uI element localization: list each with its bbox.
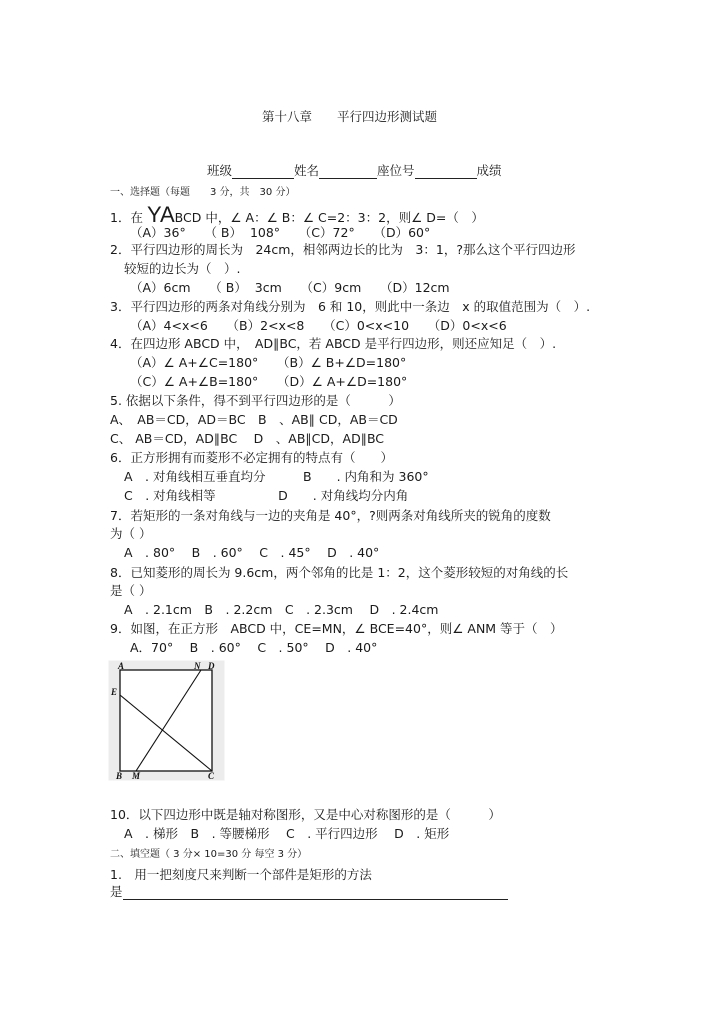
name-label: 姓名 <box>293 163 319 178</box>
q8-options: A . 2.1cm B . 2.2cm C . 2.3cm D . 2.4cm <box>124 602 439 617</box>
q1-number: 1．在 <box>110 210 143 225</box>
q4-options-1: （A）∠ A+∠C=180° （B）∠ B+∠D=180° <box>130 355 407 370</box>
q1-text: BCD 中，∠ A：∠ B：∠ C=2：3：2，则∠ D=（ ） <box>174 210 484 225</box>
square-figure <box>108 660 226 782</box>
label-e: E <box>111 687 118 697</box>
q4-line-1: 4．在四边形 ABCD 中， AD∥BC，若 ABCD 是平行四边形，则还应知足（ ）. <box>110 336 557 351</box>
q7-line-2: 为（ ） <box>110 526 152 541</box>
f1-line-1: 1. 用一把刻度尺来判断一个部件是矩形的方法 <box>110 867 372 882</box>
f1-answer-blank[interactable] <box>123 886 508 900</box>
q9-line-1: 9．如图，在正方形 ABCD 中，CE=MN，∠ BCE=40°，则∠ ANM 等于（ ） <box>110 621 563 636</box>
q6-options-1: A . 对角线相互垂直均分 B . 内角和为 360° <box>124 469 429 484</box>
seat-blank[interactable] <box>415 165 477 179</box>
q4-options-2: （C）∠ A+∠B=180° （D）∠ A+∠D=180° <box>130 374 408 389</box>
student-info-line <box>199 147 502 179</box>
q3-options: （A）4<x<6 （B）2<x<8 （C）0<x<10 （D）0<x<6 <box>130 318 507 333</box>
question-1 <box>110 202 484 227</box>
q9-options: A．70° B . 60° C . 50° D . 40° <box>130 640 378 655</box>
label-n: N <box>194 661 201 671</box>
name-blank[interactable] <box>319 165 377 179</box>
f1-prefix: 是 <box>110 884 123 899</box>
section-choice-heading: 一、选择题（每题 3 分，共 30 分） <box>110 187 296 198</box>
section-fill-heading: 二、填空题（ 3 分× 10=30 分 每空 3 分） <box>110 849 308 860</box>
label-d: D <box>208 661 215 671</box>
page-title: 第十八章 平行四边形测试题 <box>262 109 438 124</box>
q8-line-1: 8．已知菱形的周长为 9.6cm，两个邻角的比是 1：2，这个菱形较短的对角线的长 <box>110 565 569 580</box>
q3-line-1: 3．平行四边形的两条对角线分别为 6 和 10，则此中一条边 x 的取值范围为（ ）. <box>110 299 591 314</box>
f1-line-2 <box>110 884 508 900</box>
seat-label: 座位号 <box>376 163 415 178</box>
q10-line-1: 10．以下四边形中既是轴对称图形，又是中心对称图形的是（ ） <box>110 807 501 822</box>
class-label: 班级 <box>206 163 232 178</box>
q6-options-2: C . 对角线相等 D . 对角线均分内角 <box>124 488 409 503</box>
q5-options-1: A、 AB＝CD，AD＝BC B 、AB∥ CD，AB＝CD <box>110 412 398 427</box>
label-m: M <box>132 771 141 781</box>
label-c: C <box>208 771 215 781</box>
q1-options: （A）36° （ B） 108° （C）72° （D）60° <box>130 225 431 240</box>
q7-line-1: 7．若矩形的一条对角线与一边的夹角是 40°，?则两条对角线所夹的锐角的度数 <box>110 508 551 523</box>
q5-options-2: C、 AB＝CD，AD∥BC D 、AB∥CD，AD∥BC <box>110 431 385 446</box>
label-b: B <box>116 771 123 781</box>
q7-options: A . 80° B . 60° C . 45° D . 40° <box>124 545 380 560</box>
q2-line-2: 较短的边长为（ ）. <box>124 261 241 276</box>
square-abcd <box>120 670 212 771</box>
label-a: A <box>118 661 125 671</box>
q2-options: （A）6cm （ B） 3cm （C）9cm （D）12cm <box>130 280 450 295</box>
parallelogram-symbol: YA <box>146 202 175 227</box>
class-blank[interactable] <box>232 165 294 179</box>
q2-line-1: 2．平行四边形的周长为 24cm，相邻两边长的比为 3：1，?那么这个平行四边形 <box>110 242 576 257</box>
q6-line-1: 6．正方形拥有而菱形不必定拥有的特点有（ ） <box>110 450 393 465</box>
q8-line-2: 是（ ） <box>110 583 152 598</box>
q5-line-1: 5. 依据以下条件，得不到平行四边形的是（ ） <box>110 393 401 408</box>
q10-options: A . 梯形 B . 等腰梯形 C . 平行四边形 D . 矩形 <box>124 826 450 841</box>
score-label: 成绩 <box>476 163 502 178</box>
